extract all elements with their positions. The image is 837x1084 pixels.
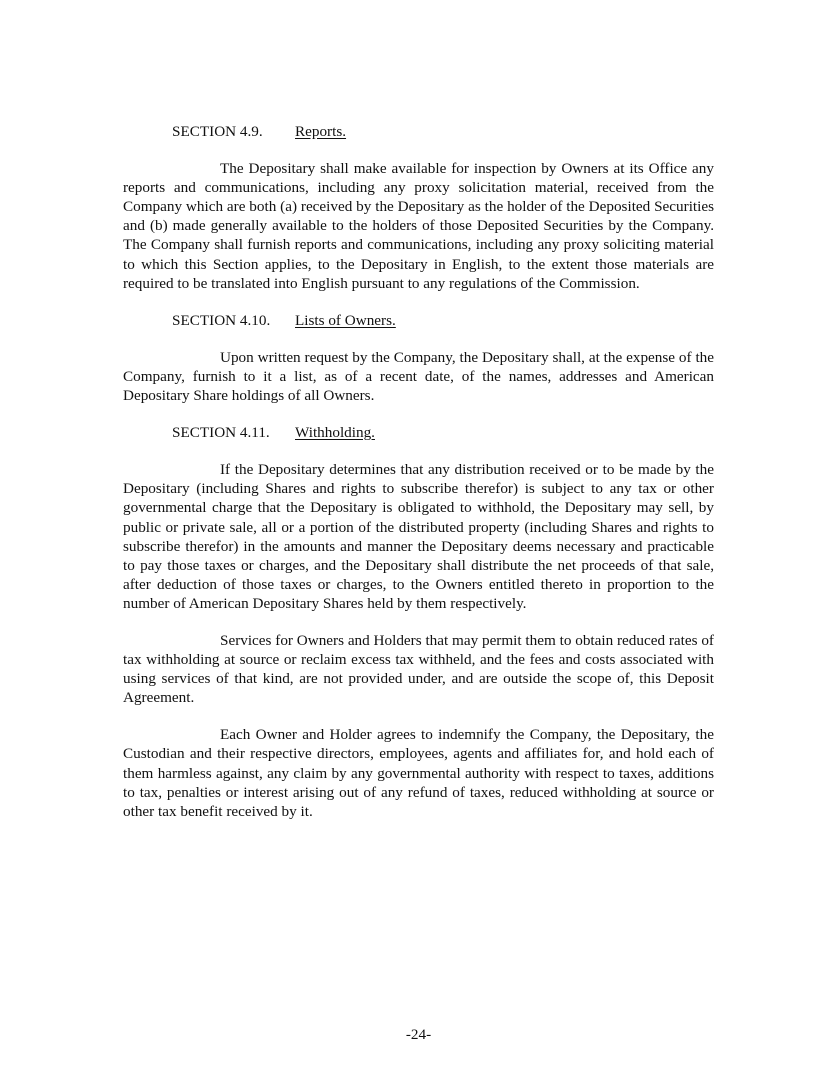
section-number: SECTION 4.10. <box>172 311 271 329</box>
section-4-10-paragraph-1: Upon written request by the Company, the Depositary shall, at the expense of the Company, furnish to it a list, as of a recent date, of the names, addresses and American Depositary Share holdings of all Owners. <box>123 348 714 405</box>
section-4-9-paragraph-1: The Depositary shall make available for inspection by Owners at its Office any reports and communications, including any proxy solicitation material, received from the Company which are both (a) received by the Depositary as the holder of the Deposited Securities and (b) made generally available to the holders of those Deposited Securities by the Company. The Company shall furnish reports and communications, including any proxy soliciting material to which this Section applies, to the Depositary in English, to the extent those materials are required to be translated into English pursuant to any regulations of the Commission. <box>123 160 714 292</box>
document-body <box>123 122 714 821</box>
section-heading-4-11 <box>123 423 714 442</box>
section-4-11-paragraph-1: If the Depositary determines that any distribution received or to be made by the Depositary (including Shares and rights to subscribe therefor) is subject to any tax or other governmental charge that the Depositary is obligated to withhold, the Depositary may sell, by public or private sale, all or a portion of the distributed property (including Shares and rights to subscribe therefor) in the amounts and manner the Depositary deems necessary and practicable to pay those taxes or charges, and the Depositary shall distribute the net proceeds of that sale, after deduction of those taxes or charges, to the Owners entitled thereto in proportion to the number of American Depositary Shares held by them respectively. <box>123 461 714 612</box>
section-4-11-paragraph-2: Services for Owners and Holders that may permit them to obtain reduced rates of tax withholding at source or reclaim excess tax withheld, and the fees and costs associated with using services of that kind, are not provided under, and are outside the scope of, this Deposit Agreement. <box>123 631 714 707</box>
section-number: SECTION 4.9. <box>172 123 263 140</box>
section-title: Reports. <box>295 123 347 140</box>
section-number: SECTION 4.11. <box>172 424 270 442</box>
page-number: -24- <box>405 1026 432 1043</box>
section-title: Withholding. <box>295 424 375 442</box>
section-heading-4-10 <box>123 311 714 330</box>
section-heading-4-9 <box>123 122 714 141</box>
section-title: Lists of Owners. <box>295 311 396 329</box>
section-4-11-paragraph-3: Each Owner and Holder agrees to indemnify the Company, the Depositary, the Custodian and their respective directors, employees, agents and affiliates for, and hold each of them harmless against, any claim by any governmental authority with respect to taxes, additions to tax, penalties or interest arising out of any refund of taxes, reduced withholding at source or other tax benefit received by it. <box>123 726 714 820</box>
